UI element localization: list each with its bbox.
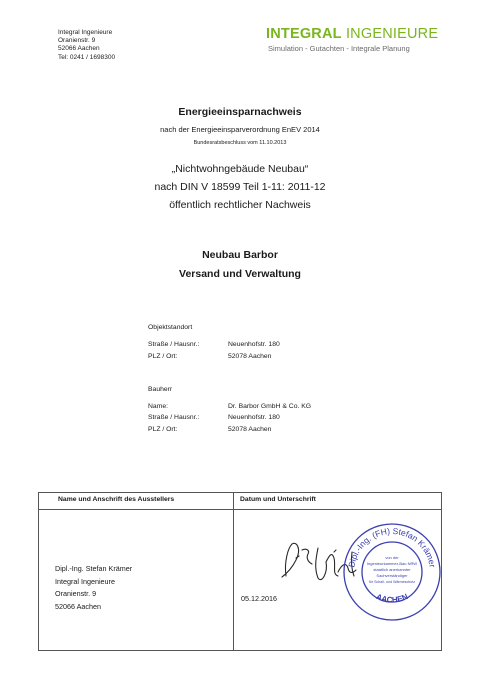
regulation-line: nach der Energieeinsparverordnung EnEV 2014: [160, 125, 320, 134]
date-header-cell: [234, 493, 441, 510]
owner-heading: Bauherr: [148, 386, 173, 393]
date-signature-header: Datum und Unterschrift: [240, 496, 316, 503]
sender-company: Integral Ingenieure: [58, 29, 113, 36]
stamp-rings: [344, 524, 440, 620]
stamp-line-5: für Schall- und Wärmeschutz: [368, 580, 416, 584]
location-city-value: 52078 Aachen: [228, 353, 272, 360]
owner-name-label: Name:: [148, 403, 169, 410]
owner-street-label: Straße / Hausnr.:: [148, 414, 200, 421]
issuer-street: Oranienstr. 9: [55, 589, 97, 599]
document-title: Energieeinsparnachweis: [178, 106, 302, 118]
proof-type: öffentlich rechtlicher Nachweis: [169, 199, 311, 211]
sender-street: Oranienstr. 9: [58, 37, 96, 45]
project-subtitle: Versand und Verwaltung: [179, 268, 301, 280]
column-divider: [233, 509, 234, 650]
building-type: „Nichtwohngebäude Neubau“: [171, 163, 309, 175]
issuer-city: 52066 Aachen: [55, 601, 101, 611]
standard-line: nach DIN V 18599 Teil 1-11: 2011-12: [154, 181, 326, 193]
stamp-line-4: Sachverständiger: [376, 573, 408, 578]
official-stamp: [340, 520, 444, 624]
location-street-label: Straße / Hausnr.:: [148, 341, 200, 348]
logo-name-bold: INTEGRAL: [266, 26, 342, 42]
sender-phone: Tel: 0241 / 1698300: [58, 53, 116, 61]
sender-city: 52066 Aachen: [58, 45, 100, 53]
owner-city-label: PLZ / Ort:: [148, 426, 178, 433]
owner-city-value: 52078 Aachen: [228, 426, 272, 433]
signature-date: 05.12.2016: [241, 594, 277, 603]
logo-name-light: INGENIEURE: [345, 26, 439, 42]
stamp-city: AACHEN: [374, 591, 410, 605]
stamp-line-1: von der: [385, 555, 399, 560]
location-city-label: PLZ / Ort:: [148, 353, 178, 360]
issuer-company: Integral Ingenieure: [55, 576, 115, 586]
issuer-header-cell: [39, 493, 234, 510]
location-street-value: Neuenhofstr. 180: [228, 341, 280, 348]
issuer-address: [55, 563, 132, 613]
stamp-line-3: staatlich anerkannter: [373, 567, 411, 572]
owner-street-value: Neuenhofstr. 180: [228, 414, 280, 421]
stamp-line-2: Ingenieurkammer-Bau NRW: [366, 561, 418, 566]
location-heading: Objektstandort: [148, 324, 193, 331]
decision-line: Bundesratsbeschluss vom 11.10.2013: [193, 140, 287, 146]
logo-tagline: Simulation - Gutachten - Integrale Planung: [268, 44, 410, 53]
issuer-header: Name und Anschrift des Ausstellers: [58, 496, 175, 503]
stamp-ring-text: Dipl.-Ing. (FH) Stefan Krämer: [346, 525, 438, 569]
issuer-name: Dipl.-Ing. Stefan Krämer: [55, 564, 133, 573]
owner-name-value: Dr. Barbor GmbH & Co. KG: [228, 403, 312, 410]
project-name: Neubau Barbor: [202, 249, 278, 261]
